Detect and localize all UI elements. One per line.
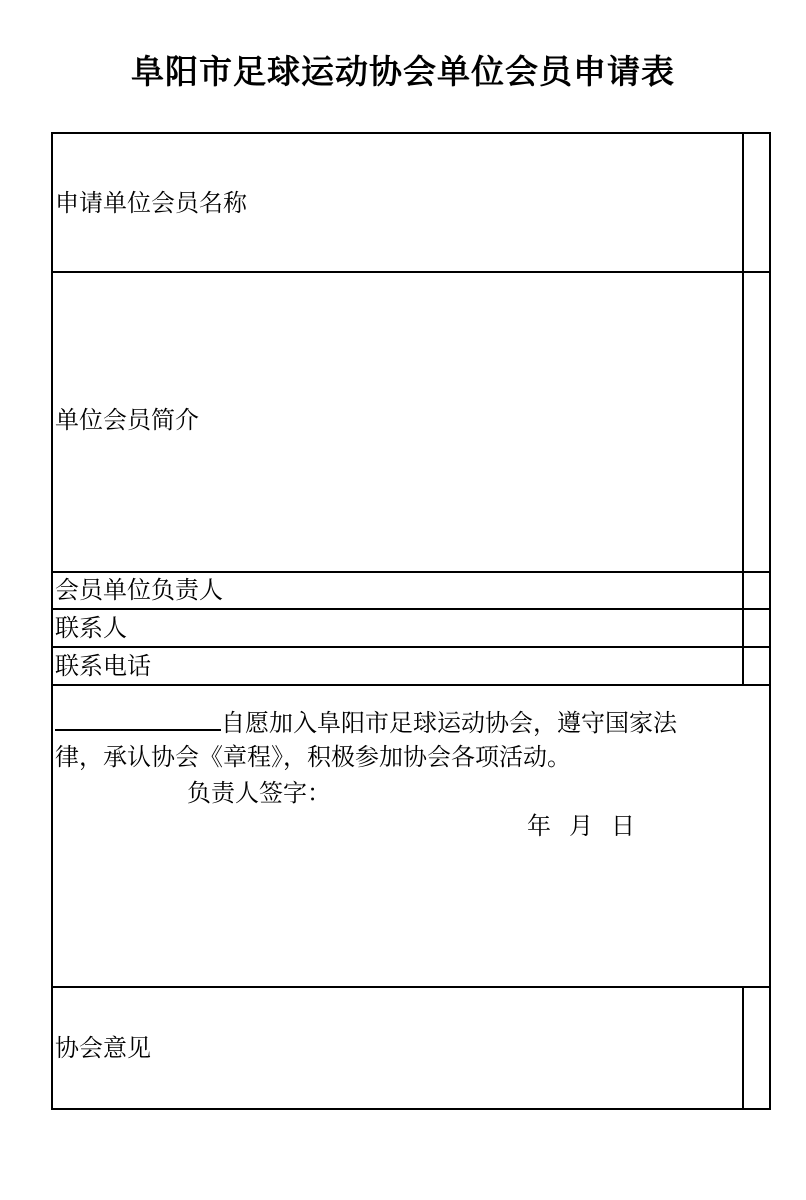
phone-field[interactable] bbox=[53, 648, 740, 684]
contact-side-cell bbox=[742, 610, 769, 646]
member-name-side-cell bbox=[742, 134, 769, 271]
date-month-label: 月 bbox=[569, 812, 593, 840]
member-intro-label: 单位会员简介 bbox=[55, 406, 199, 434]
pledge-line-2: 律，承认协会《章程》，积极参加协会各项活动。 bbox=[55, 743, 571, 771]
association-opinion-side-cell bbox=[742, 988, 769, 1108]
row-pledge bbox=[53, 686, 769, 988]
pledge-text bbox=[55, 706, 769, 774]
pledge-line-1: 自愿加入阜阳市足球运动协会，遵守国家法 bbox=[221, 709, 677, 737]
page-title: 阜阳市足球运动协会单位会员申请表 bbox=[131, 52, 675, 91]
association-opinion-label: 协会意见 bbox=[55, 1034, 151, 1062]
date-line bbox=[527, 809, 635, 843]
leader-side-cell bbox=[742, 573, 769, 608]
row-member-intro bbox=[53, 273, 769, 573]
date-year-label: 年 bbox=[527, 812, 551, 840]
row-association-opinion bbox=[53, 988, 769, 1108]
application-form-table bbox=[51, 132, 771, 1110]
row-leader bbox=[53, 573, 769, 610]
row-member-name bbox=[53, 134, 769, 273]
date-day-label: 日 bbox=[611, 812, 635, 840]
leader-field[interactable] bbox=[53, 573, 740, 608]
member-intro-side-cell bbox=[742, 273, 769, 571]
contact-label: 联系人 bbox=[55, 614, 127, 642]
signature-label: 负责人签字： bbox=[187, 779, 331, 807]
phone-side-cell bbox=[742, 648, 769, 684]
association-opinion-field[interactable] bbox=[53, 988, 740, 1108]
contact-field[interactable] bbox=[53, 610, 740, 646]
phone-label: 联系电话 bbox=[55, 652, 151, 680]
row-contact bbox=[53, 610, 769, 648]
applicant-blank-line[interactable] bbox=[55, 707, 221, 731]
member-name-field[interactable] bbox=[53, 134, 740, 271]
row-phone bbox=[53, 648, 769, 686]
member-intro-field[interactable] bbox=[53, 273, 740, 571]
member-name-label: 申请单位会员名称 bbox=[55, 189, 247, 217]
leader-label: 会员单位负责人 bbox=[55, 576, 223, 604]
